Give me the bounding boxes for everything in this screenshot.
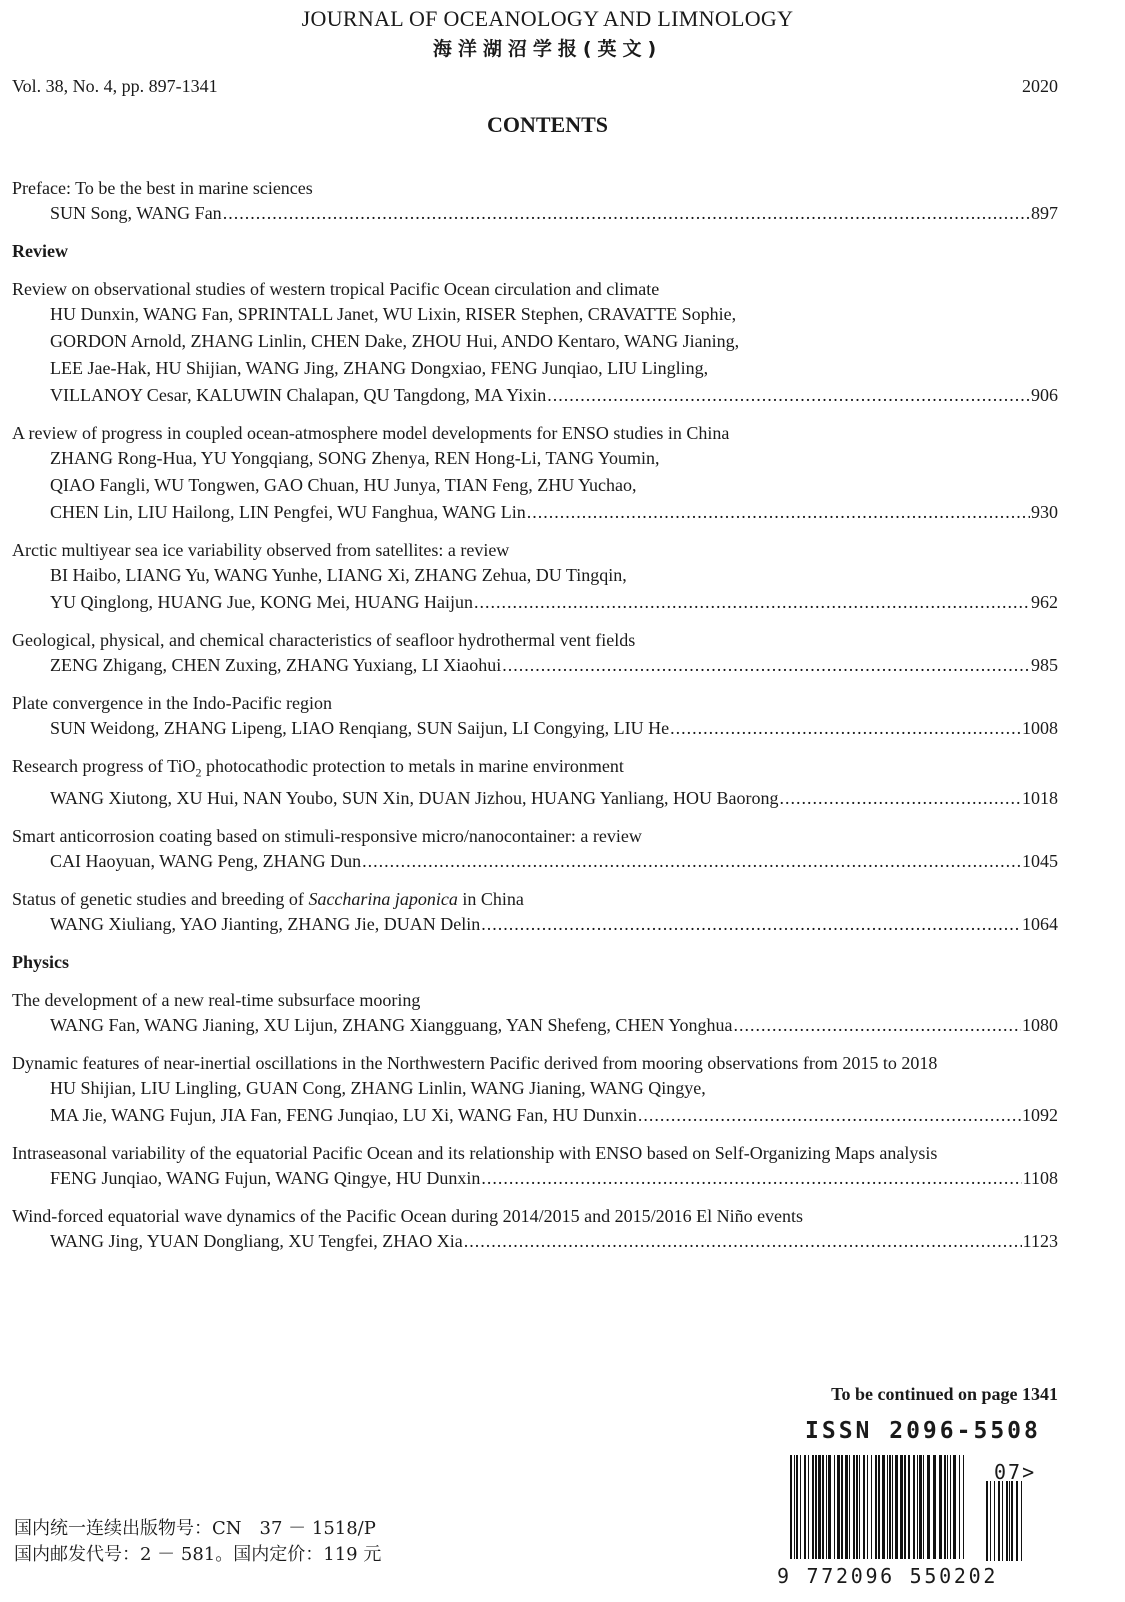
title-part: in China (457, 888, 524, 909)
journal-title: JOURNAL OF OCEANOLOGY AND LIMNOLOGY (301, 6, 794, 31)
article-title: Plate convergence in the Indo-Pacific region (12, 693, 333, 713)
title-subscript: 2 (195, 765, 202, 780)
page-number: 930 (1031, 502, 1058, 522)
toc-entry[interactable] (12, 754, 1058, 812)
author-line-last (50, 1228, 1058, 1255)
leader-dots (638, 1102, 1021, 1129)
continued-notice: To be continued on page 1341 (831, 1384, 1058, 1404)
author-line-last (50, 848, 1058, 875)
section-heading-physics: Physics (12, 951, 70, 972)
authors-text: ZENG Zhigang, CHEN Zuxing, ZHANG Yuxiang, LI Xiaohui (50, 655, 502, 675)
article-title: A review of progress in coupled ocean-atmosphere model developments for ENSO studies in China (12, 423, 730, 443)
leader-dots (481, 911, 1021, 938)
author-line: BI Haibo, LIANG Yu, WANG Yunhe, LIANG Xi, ZHANG Zehua, DU Tingqin, (50, 565, 627, 585)
authors-text: SUN Weidong, ZHANG Lipeng, LIAO Renqiang, SUN Saijun, LI Congying, LIU He (50, 718, 670, 738)
toc-entry[interactable] (12, 887, 1058, 938)
page-number: 962 (1031, 592, 1058, 612)
author-line-last (50, 785, 1058, 812)
author-line: HU Dunxin, WANG Fan, SPRINTALL Janet, WU Lixin, RISER Stephen, CRAVATTE Sophie, (50, 304, 737, 324)
leader-dots (474, 589, 1030, 616)
article-authors (12, 200, 1058, 227)
article-authors (12, 301, 1058, 409)
toc-entry-preface[interactable] (12, 176, 1058, 227)
author-line-last (50, 499, 1058, 526)
volume-info: Vol. 38, No. 4, pp. 897-1341 (12, 76, 218, 96)
toc-entry[interactable] (12, 1141, 1058, 1192)
toc-entry[interactable] (12, 277, 1058, 409)
author-line-last (50, 715, 1058, 742)
author-line-last (50, 652, 1058, 679)
leader-dots (733, 1012, 1021, 1039)
article-authors (12, 1075, 1058, 1129)
contents-heading: CONTENTS (486, 112, 609, 137)
article-authors (12, 1165, 1058, 1192)
author-line-last (50, 382, 1058, 409)
authors-text: YU Qinglong, HUANG Jue, KONG Mei, HUANG Haijun (50, 592, 473, 612)
page-number: 1008 (1022, 718, 1058, 738)
cn-serial-number: 国内统一连续出版物号：CN 37 － 1518/P (14, 1518, 376, 1539)
article-title: Intraseasonal variability of the equatorial Pacific Ocean and its relationship with ENSO based on Self-Organizing Maps analysis (12, 1142, 938, 1163)
article-title (12, 887, 1058, 911)
title-part: Status of genetic studies and breeding of (12, 888, 309, 909)
article-authors (12, 562, 1058, 616)
leader-dots (780, 785, 1021, 812)
page-number: 906 (1031, 385, 1058, 405)
author-line: ZHANG Rong-Hua, YU Yongqiang, SONG Zhenya, REN Hong-Li, TANG Youmin, (50, 448, 660, 468)
toc-entry[interactable] (12, 538, 1058, 616)
authors-text: FENG Junqiao, WANG Fujun, WANG Qingye, HU Dunxin (50, 1167, 481, 1188)
page-number: 897 (1031, 203, 1058, 223)
author-line-last (50, 1165, 1058, 1192)
page-number: 1064 (1022, 913, 1058, 934)
leader-dots (223, 200, 1030, 227)
authors-text: CHEN Lin, LIU Hailong, LIN Pengfei, WU Fanghua, WANG Lin (50, 502, 526, 522)
toc-entry[interactable] (12, 988, 1058, 1039)
leader-dots (547, 382, 1030, 409)
article-title: Review on observational studies of western tropical Pacific Ocean circulation and climate (12, 279, 660, 299)
title-part: Research progress of TiO (12, 756, 196, 776)
leader-dots (362, 848, 1021, 875)
authors-text: CAI Haoyuan, WANG Peng, ZHANG Dun (50, 850, 362, 871)
article-title: Wind-forced equatorial wave dynamics of the Pacific Ocean during 2014/2015 and 2015/2016 El Niño events (12, 1205, 804, 1226)
page-number: 1092 (1022, 1104, 1058, 1125)
leader-dots (481, 1165, 1021, 1192)
article-authors (12, 1228, 1058, 1255)
authors-text: VILLANOY Cesar, KALUWIN Chalapan, QU Tangdong, MA Yixin (50, 385, 547, 405)
toc-entry[interactable] (12, 1051, 1058, 1129)
page-number: 985 (1031, 655, 1058, 675)
article-authors (12, 785, 1058, 812)
author-line-last (50, 911, 1058, 938)
author-line: HU Shijian, LIU Lingling, GUAN Cong, ZHANG Linlin, WANG Jianing, WANG Qingye, (50, 1077, 706, 1098)
postal-code-price: 国内邮发代号：2 － 581。国内定价：119 元 (14, 1544, 382, 1565)
article-title: Smart anticorrosion coating based on stimuli-responsive micro/nanocontainer: a review (12, 825, 642, 846)
article-authors (12, 1012, 1058, 1039)
authors-text: WANG Xiuliang, YAO Jianting, ZHANG Jie, DUAN Delin (50, 913, 481, 934)
author-line-last (50, 589, 1058, 616)
toc-entry[interactable] (12, 824, 1058, 875)
author-line: LEE Jae-Hak, HU Shijian, WANG Jing, ZHANG Dongxiao, FENG Junqiao, LIU Lingling, (50, 358, 709, 378)
article-title: Preface: To be the best in marine sciences (12, 178, 313, 198)
authors-text: SUN Song, WANG Fan (50, 203, 222, 223)
toc-entry[interactable] (12, 1204, 1058, 1255)
article-authors (12, 848, 1058, 875)
page-number: 1108 (1022, 1167, 1058, 1188)
leader-dots (527, 499, 1030, 526)
article-title (12, 754, 1058, 785)
article-authors (12, 911, 1058, 938)
leader-dots (670, 715, 1021, 742)
authors-text: MA Jie, WANG Fujun, JIA Fan, FENG Junqiao, LU Xi, WANG Fan, HU Dunxin (50, 1104, 637, 1125)
section-heading-review: Review (12, 241, 68, 261)
leader-dots (502, 652, 1030, 679)
toc-entry[interactable] (12, 628, 1058, 679)
author-line-last (50, 200, 1058, 227)
page-number: 1045 (1022, 850, 1058, 871)
article-title: Geological, physical, and chemical characteristics of seafloor hydrothermal vent fields (12, 630, 636, 650)
author-line-last (50, 1102, 1058, 1129)
barcode-image (780, 1455, 1030, 1565)
title-part: photocathodic protection to metals in marine environment (201, 756, 624, 776)
leader-dots (464, 1228, 1022, 1255)
authors-text: WANG Jing, YUAN Dongliang, XU Tengfei, ZHAO Xia (50, 1230, 463, 1251)
toc-entry[interactable] (12, 421, 1058, 526)
article-authors (12, 445, 1058, 526)
barcode-addon-digits: 07> (994, 1460, 1037, 1484)
authors-text: WANG Fan, WANG Jianing, XU Lijun, ZHANG Xiangguang, YAN Shefeng, CHEN Yonghua (50, 1014, 733, 1035)
toc-entry[interactable] (12, 691, 1058, 742)
article-title: The development of a new real-time subsurface mooring (12, 989, 421, 1010)
author-line: QIAO Fangli, WU Tongwen, GAO Chuan, HU Junya, TIAN Feng, ZHU Yuchao, (50, 475, 637, 495)
issn-label: ISSN 2096-5508 (805, 1418, 1041, 1444)
authors-text: WANG Xiutong, XU Hui, NAN Youbo, SUN Xin, DUAN Jizhou, HUANG Yanliang, HOU Baorong (50, 787, 779, 808)
title-italic: Saccharina japonica (308, 888, 458, 909)
article-authors (12, 715, 1058, 742)
page-number: 1080 (1022, 1014, 1058, 1035)
article-title: Dynamic features of near-inertial oscillations in the Northwestern Pacific derived from mooring observations from 2015 to 2018 (12, 1052, 938, 1073)
table-of-contents (12, 176, 1058, 1267)
barcode-digits: 9 772096 550202 (777, 1564, 999, 1588)
page-number: 1123 (1022, 1230, 1058, 1251)
article-authors (12, 652, 1058, 679)
author-line: GORDON Arnold, ZHANG Linlin, CHEN Dake, ZHOU Hui, ANDO Kentaro, WANG Jianing, (50, 331, 740, 351)
journal-title-chinese: 海洋湖沼学报(英文) (432, 38, 663, 60)
page-number: 1018 (1022, 787, 1058, 808)
author-line-last (50, 1012, 1058, 1039)
article-title: Arctic multiyear sea ice variability observed from satellites: a review (12, 540, 510, 560)
publication-year: 2020 (1022, 76, 1058, 96)
